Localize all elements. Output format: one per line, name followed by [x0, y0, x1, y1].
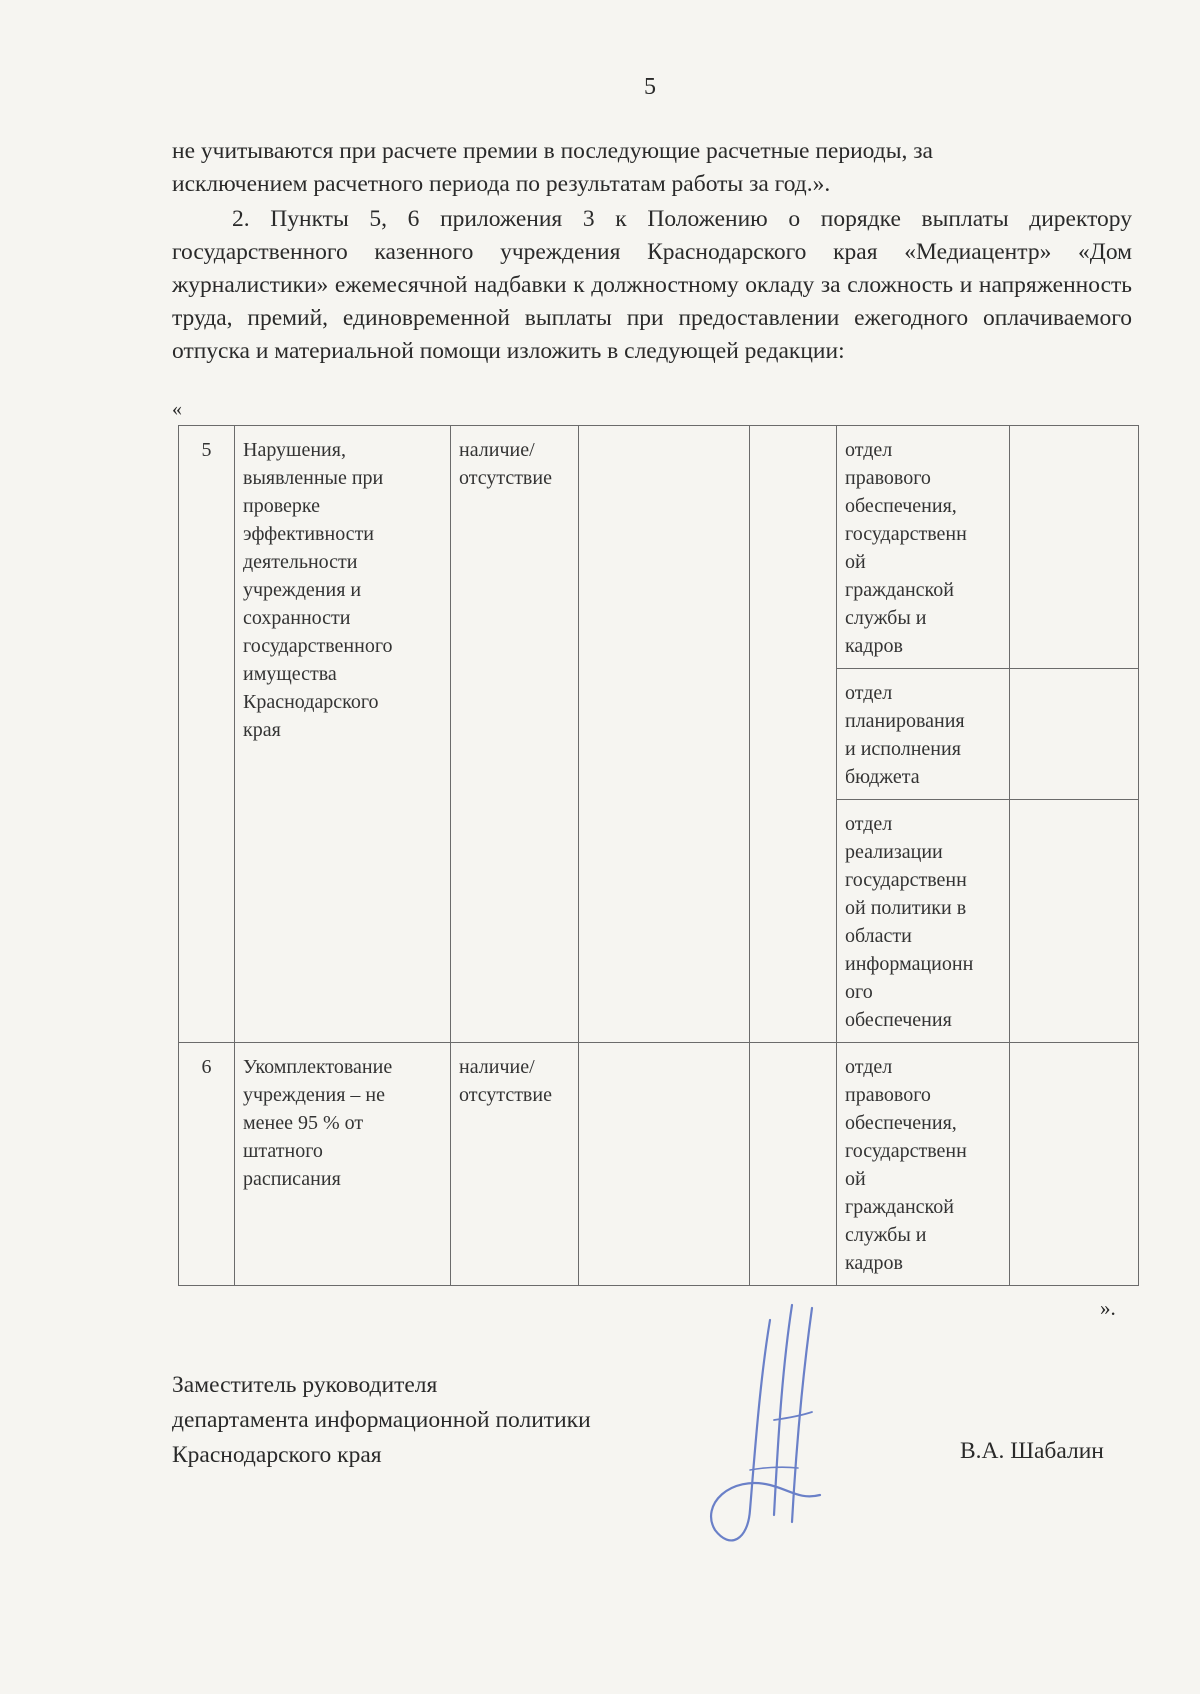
criterion-mark: наличие/ отсутствие	[451, 426, 579, 1043]
signatory-position	[172, 1368, 591, 1473]
row-number: 6	[179, 1043, 235, 1286]
criterion-name: Нарушения, выявленные при проверке эффективности деятельности учреждения и сохранности государственного имущества Краснодарского края	[235, 426, 451, 1043]
department-cell: отдел реализации государственн ой политики в области информационн ого обеспечения	[837, 800, 1010, 1043]
empty-cell	[579, 1043, 750, 1286]
position-line: Заместитель руководителя	[172, 1372, 438, 1398]
department-cell: отдел планирования и исполнения бюджета	[837, 669, 1010, 800]
empty-cell	[1010, 800, 1139, 1043]
position-line: департамента информационной политики	[172, 1407, 591, 1433]
close-quote: ».	[1100, 1296, 1116, 1320]
signature-stroke	[774, 1305, 792, 1515]
empty-cell	[750, 426, 837, 1043]
empty-cell	[579, 426, 750, 1043]
criteria-table	[178, 425, 1139, 1286]
paragraph-amendment: 2. Пункты 5, 6 приложения 3 к Положению о порядке выплаты директору государственного казенного учреждения Краснодарского края «Медиацентр» «Дом журналистики» ежемесячной надбавки к должностному окладу за сложность и напряженность труда, премий, единовременной выплаты при предоставлении ежегодного оплачиваемого отпуска и материальной помощи изложить в следующей редакции:	[172, 206, 1132, 364]
signature-stroke	[750, 1467, 798, 1470]
empty-cell	[1010, 426, 1139, 669]
page-number: 5	[644, 74, 656, 100]
signature-stroke	[711, 1320, 820, 1540]
paragraph-line: исключением расчетного периода по результатам работы за год.».	[172, 171, 831, 197]
position-line: Краснодарского края	[172, 1442, 382, 1468]
department-cell: отдел правового обеспечения, государственн ой гражданской службы и кадров	[837, 426, 1010, 669]
signer-name: В.А. Шабалин	[960, 1438, 1104, 1464]
table-row	[179, 426, 1139, 669]
table-row	[179, 1043, 1139, 1286]
department-cell: отдел правового обеспечения, государственн ой гражданской службы и кадров	[837, 1043, 1010, 1286]
paragraph-line: не учитываются при расчете премии в последующие расчетные периоды, за	[172, 138, 933, 164]
open-quote: «	[172, 398, 182, 420]
handwritten-signature	[700, 1300, 880, 1570]
paragraph-continuation	[172, 135, 1132, 201]
criterion-mark: наличие/ отсутствие	[451, 1043, 579, 1286]
criterion-name: Укомплектование учреждения – не менее 95 % от штатного расписания	[235, 1043, 451, 1286]
empty-cell	[750, 1043, 837, 1286]
empty-cell	[1010, 1043, 1139, 1286]
row-number: 5	[179, 426, 235, 1043]
empty-cell	[1010, 669, 1139, 800]
